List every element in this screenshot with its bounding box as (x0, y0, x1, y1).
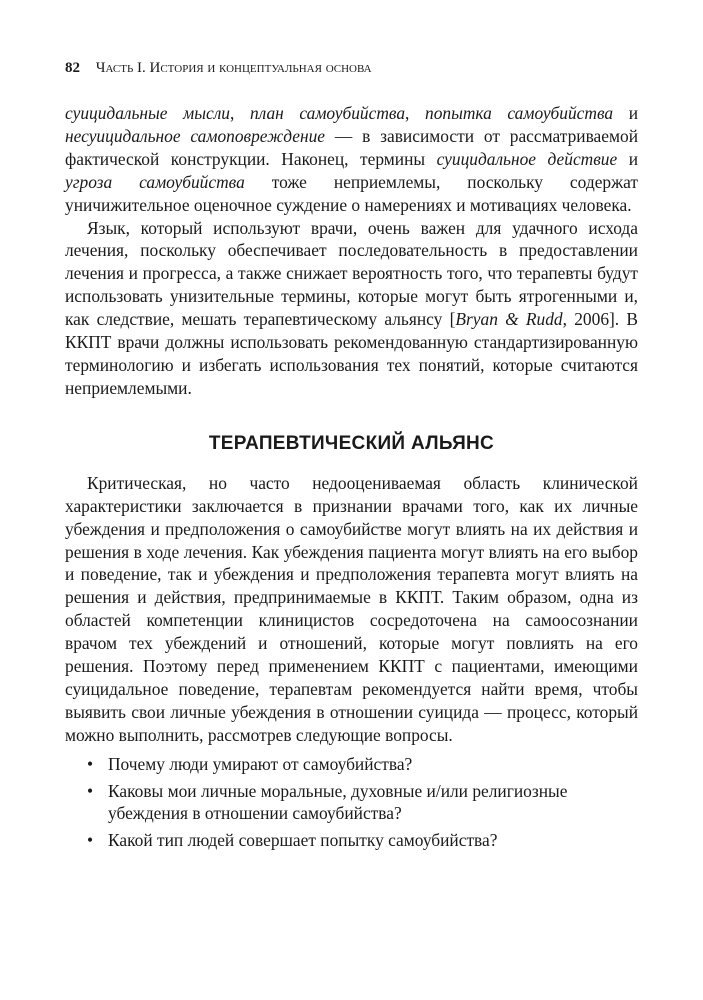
list-item (65, 753, 638, 776)
text-span: — в зависимости от рассматриваемой фактической конструкции. Наконец, термины (65, 125, 638, 169)
text-span: Язык, который используют врачи, очень важен для удачного исхода лечения, поскольку обеспечивает последовательность в предоставлении лечения и прогресса, а также снижает вероятность того, что терапевты будут использовать унизительные термины, которые могут быть ятрогенными и, как следствие, мешать терапевтическому альянсу [ (65, 217, 638, 330)
bullet-icon: • (87, 830, 94, 851)
book-page (65, 58, 638, 856)
term-italic: суицидальные мысли (65, 103, 230, 123)
part-title: Часть I. История и концептуальная основа (95, 60, 372, 76)
text-span: и (613, 103, 638, 123)
text-span: , 2006]. В ККПТ врачи должны использовать рекомендованную стандартизированную терминологию и избегать использования тех понятий, которые считаются неприемлемыми. (65, 309, 639, 398)
bullet-icon: • (87, 753, 94, 774)
text-span: тоже неприемлемы, поскольку содержат уничижительное оценочное суждение о намерениях и мотивациях человека. (65, 171, 638, 215)
term-italic: суицидальное действие (436, 148, 618, 169)
section-heading: ТЕРАПЕВТИЧЕСКИЙ АЛЬЯНС (208, 432, 495, 454)
page-number: 82 (65, 60, 80, 76)
bullet-icon: • (87, 780, 94, 801)
question-list (65, 753, 638, 853)
text-span: и (617, 148, 639, 169)
term-italic: несуицидальное самоповреждение (65, 125, 326, 146)
text-span: , (230, 103, 250, 123)
term-italic: попытка самоубийства (425, 103, 614, 123)
paragraph-language (65, 217, 638, 400)
term-italic: угроза самоубийства (65, 171, 245, 192)
list-item (65, 780, 638, 826)
list-item (65, 829, 638, 852)
question-text: Каковы мои личные моральные, духовные и/или религиозные убеждения в отношении самоубийства? (108, 780, 568, 824)
text-span: , (405, 103, 425, 123)
term-italic: план самоубийства (249, 103, 406, 123)
paragraph-terminology (65, 102, 638, 217)
running-header (65, 58, 638, 78)
paragraph-alliance: Критическая, но часто недооцениваемая область клинической характеристики заключается в признании врачами того, как их личные убеждения и предположения о самоубийстве могут влиять на их действия и решения в ходе лечения. Как убеждения пациента могут влиять на его выбор и поведение, так и убеждения и предположения терапевта могут влиять на решения и действия, предпринимаемые в ККПТ. Таким образом, одна из областей компетенции клиницистов сосредоточена на самоосознании врачом тех убеждений и отношений, которые могут повлиять на его решения. Поэтому перед применением ККПТ с пациентами, имеющими суицидальное поведение, терапевтам рекомендуется найти время, чтобы выявить свои личные убеждения в отношении суицида — процесс, который можно выполнить, рассмотрев следующие вопросы. (65, 472, 638, 745)
citation-authors: Bryan & Rudd (455, 309, 563, 330)
question-text: Какой тип людей совершает попытку самоубийства? (108, 830, 498, 851)
question-text: Почему люди умирают от самоубийства? (108, 753, 413, 774)
